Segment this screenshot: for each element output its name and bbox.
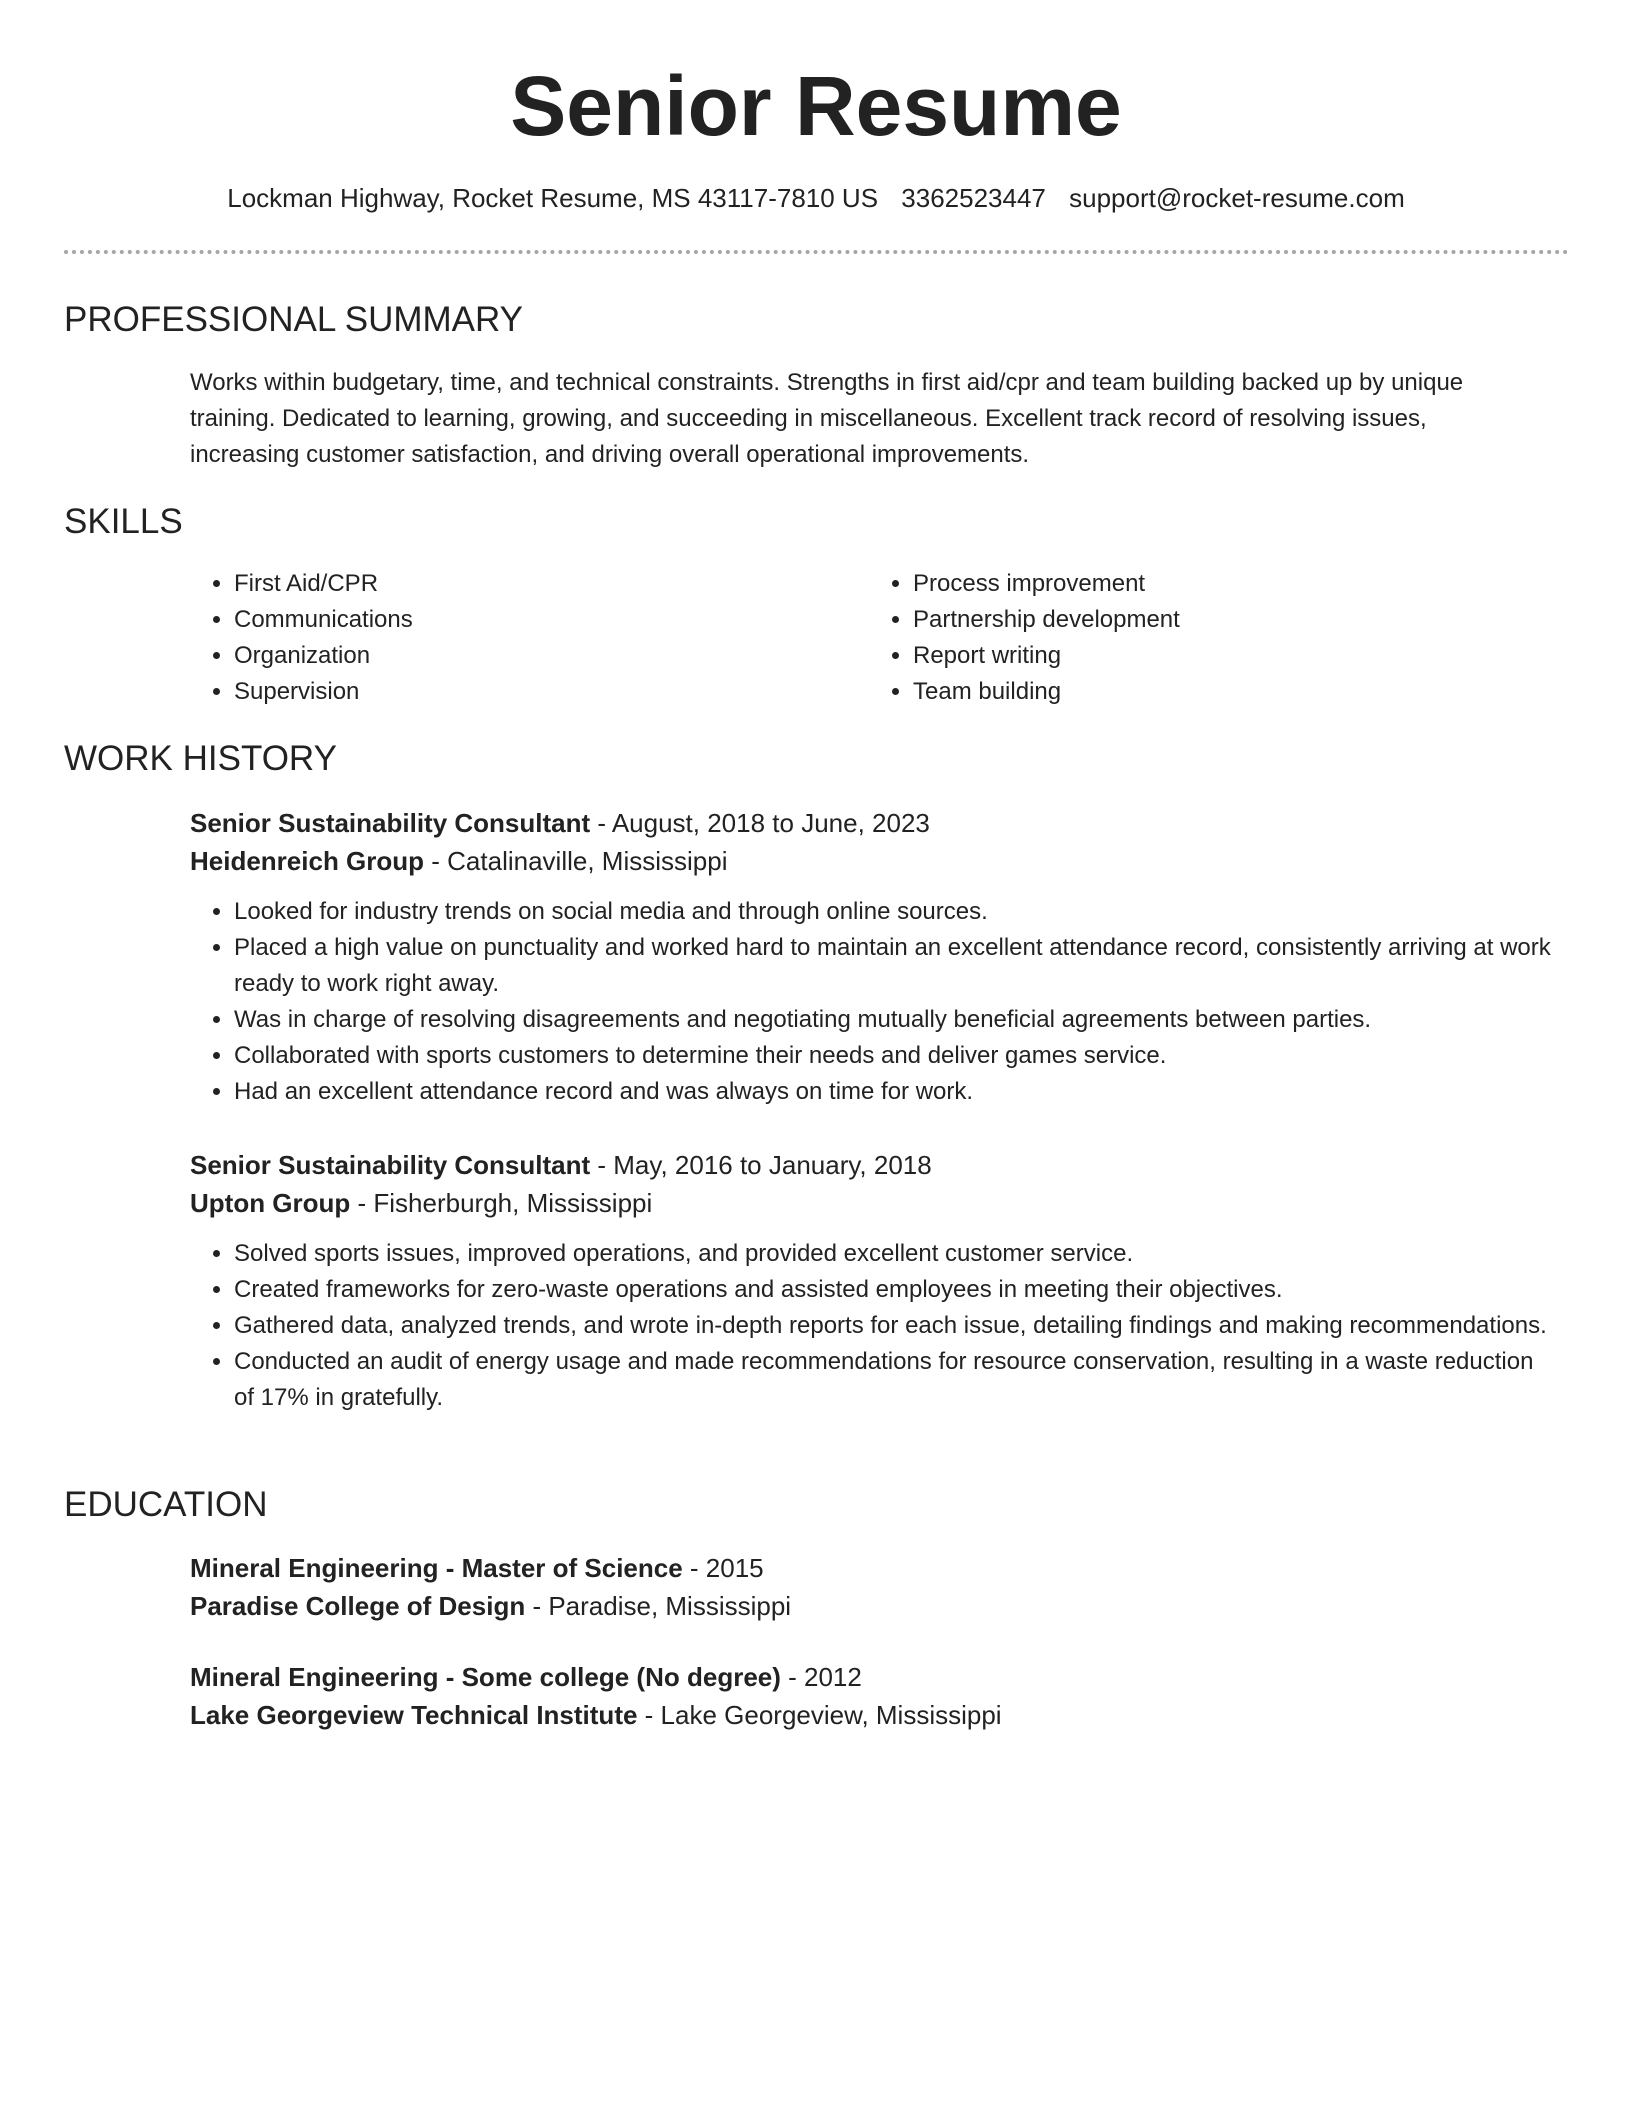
job-dates: - May, 2016 to January, 2018 xyxy=(590,1150,932,1180)
job-role: Senior Sustainability Consultant xyxy=(190,1150,591,1180)
job-bullets xyxy=(190,1236,1560,1416)
education-entry xyxy=(190,1658,1560,1734)
job-bullet: • Gathered data, analyzed trends, and wrote in-depth reports for each issue, detailing findings and making recommendations. xyxy=(234,1308,1560,1344)
job-entry xyxy=(190,1146,1560,1416)
job-bullet: • Was in charge of resolving disagreements and negotiating mutually beneficial agreements between parties. xyxy=(234,1002,1560,1038)
skill-item: • Report writing xyxy=(913,638,1180,674)
skill-item: • Communications xyxy=(234,602,413,638)
job-bullet: • Placed a high value on punctuality and worked hard to maintain an excellent attendance record, consistently arriving at work ready to work right away. xyxy=(234,930,1560,1002)
job-entry xyxy=(190,804,1560,1110)
job-company-line xyxy=(190,842,1560,880)
job-company: Heidenreich Group xyxy=(190,846,425,876)
education-location: - Paradise, Mississippi xyxy=(525,1591,792,1621)
job-bullet: • Solved sports issues, improved operations, and provided excellent customer service. xyxy=(234,1236,1560,1272)
skills-list-right xyxy=(869,566,1180,710)
education-entry xyxy=(190,1549,1560,1625)
header-divider xyxy=(64,250,1569,254)
contact-phone: 3362523447 xyxy=(901,183,1046,213)
education-school-line xyxy=(190,1587,1560,1625)
section-title-education: EDUCATION xyxy=(64,1485,268,1524)
job-bullets xyxy=(190,894,1560,1110)
education-school: Lake Georgeview Technical Institute xyxy=(190,1700,638,1730)
education-degree: Mineral Engineering - Some college (No degree) xyxy=(190,1662,781,1692)
section-title-summary: PROFESSIONAL SUMMARY xyxy=(64,300,523,339)
skill-item: • First Aid/CPR xyxy=(234,566,413,602)
section-title-work: WORK HISTORY xyxy=(64,739,337,778)
skill-item: • Partnership development xyxy=(913,602,1180,638)
job-title-line xyxy=(190,804,1560,842)
education-school: Paradise College of Design xyxy=(190,1591,526,1621)
education-year: - 2012 xyxy=(780,1662,862,1692)
skill-item: • Team building xyxy=(913,674,1180,710)
education-degree-line xyxy=(190,1549,1560,1587)
summary-text: Works within budgetary, time, and technical constraints. Strengths in first aid/cpr and team building backed up by unique training. Dedicated to learning, growing, and succeeding in miscellaneous. Excellent track record of resolving issues, increasing customer satisfaction, and driving overall operational improvements. xyxy=(190,369,1464,468)
section-title-skills: SKILLS xyxy=(64,502,183,541)
skill-item: • Supervision xyxy=(234,674,413,710)
skill-item: • Process improvement xyxy=(913,566,1180,602)
job-role: Senior Sustainability Consultant xyxy=(190,808,591,838)
job-title-line xyxy=(190,1146,1560,1184)
job-company-line xyxy=(190,1184,1560,1222)
contact-line xyxy=(0,178,1632,218)
job-bullet: • Had an excellent attendance record and was always on time for work. xyxy=(234,1074,1560,1110)
job-bullet: • Looked for industry trends on social media and through online sources. xyxy=(234,894,1560,930)
education-degree-line xyxy=(190,1658,1560,1696)
education-degree: Mineral Engineering - Master of Science xyxy=(190,1553,683,1583)
job-bullet: • Created frameworks for zero-waste operations and assisted employees in meeting their objectives. xyxy=(234,1272,1560,1308)
job-bullet: • Conducted an audit of energy usage and made recommendations for resource conservation, resulting in a waste reduction of 17% in gratefully. xyxy=(234,1344,1560,1416)
education-location: - Lake Georgeview, Mississippi xyxy=(637,1700,1002,1730)
job-company: Upton Group xyxy=(190,1188,351,1218)
skills-list-left xyxy=(190,566,413,710)
education-year: - 2015 xyxy=(682,1553,764,1583)
job-dates: - August, 2018 to June, 2023 xyxy=(590,808,930,838)
job-bullet: • Collaborated with sports customers to determine their needs and deliver games service. xyxy=(234,1038,1560,1074)
contact-address: Lockman Highway, Rocket Resume, MS 43117-7810 US xyxy=(227,183,879,213)
job-location: - Fisherburgh, Mississippi xyxy=(350,1188,653,1218)
education-school-line xyxy=(190,1696,1560,1734)
job-location: - Catalinaville, Mississippi xyxy=(424,846,728,876)
skill-item: • Organization xyxy=(234,638,413,674)
resume-name: Senior Resume xyxy=(510,59,1122,153)
contact-email: support@rocket-resume.com xyxy=(1069,183,1405,213)
